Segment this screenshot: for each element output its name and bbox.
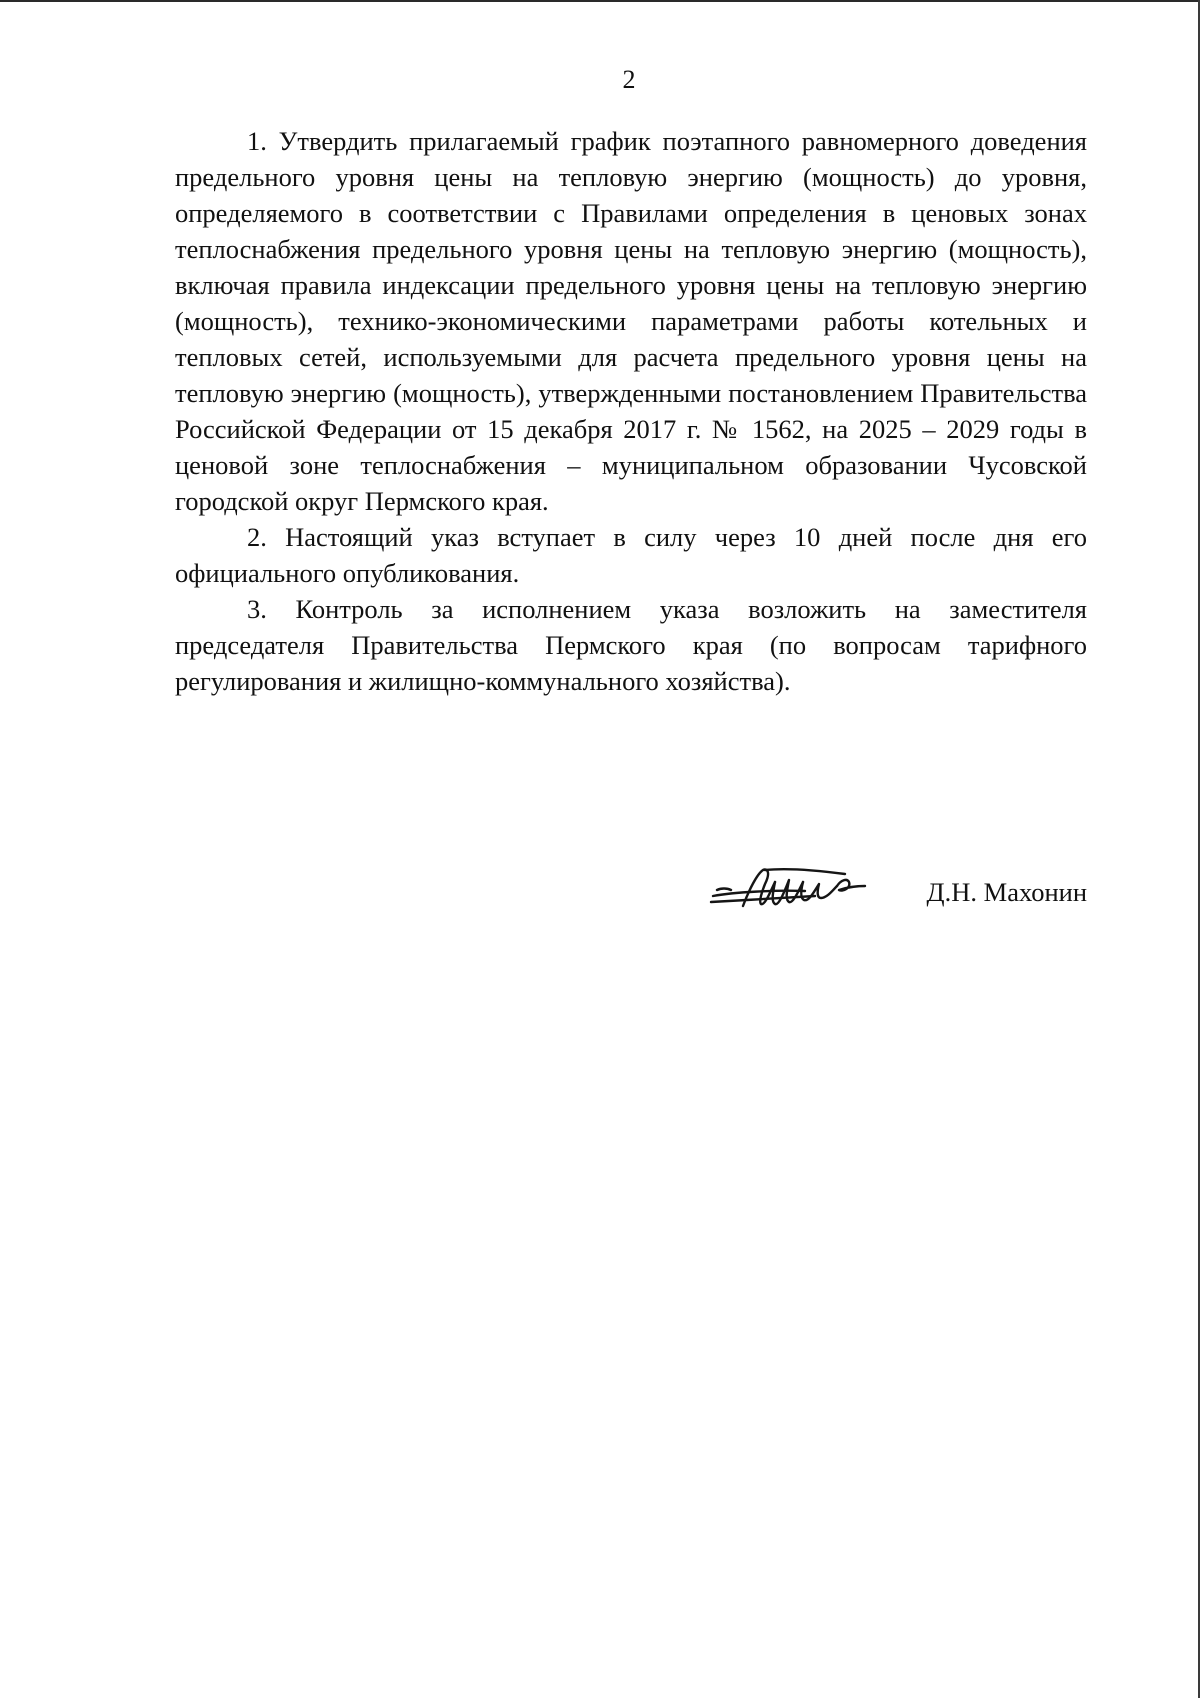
paragraph-2: 2. Настоящий указ вступает в силу через 10 дней после дня его официального опубликования. [175,522,1087,588]
signer-name: Д.Н. Махонин [926,877,1087,907]
handwritten-signature-icon [705,860,895,920]
paragraph-3: 3. Контроль за исполнением указа возложить на заместителя председателя Правительства Пермского края (по вопросам тарифного регулирования и жилищно-коммунального хозяйства). [175,594,1087,696]
scan-edge-top [0,0,1200,2]
page-number: 2 [622,65,636,94]
document-body [175,123,1087,699]
paragraph-1: 1. Утвердить прилагаемый график поэтапного равномерного доведения предельного уровня цены на тепловую энергию (мощность) до уровня, определяемого в соответствии с Правилами определения в ценовых зонах теплоснабжения предельного уровня цены на тепловую энергию (мощность), включая правила индексации предельного уровня цены на тепловую энергию (мощность), технико-экономическими параметрами работы котельных и тепловых сетей, используемыми для расчета предельного уровня цены на тепловую энергию (мощность), утвержденными постановлением Правительства Российской Федерации от 15 декабря 2017 г. № 1562, на 2025 – 2029 годы в ценовой зоне теплоснабжения – муниципальном образовании Чусовской городской округ Пермского края. [175,126,1087,516]
signature-block [700,862,1090,922]
